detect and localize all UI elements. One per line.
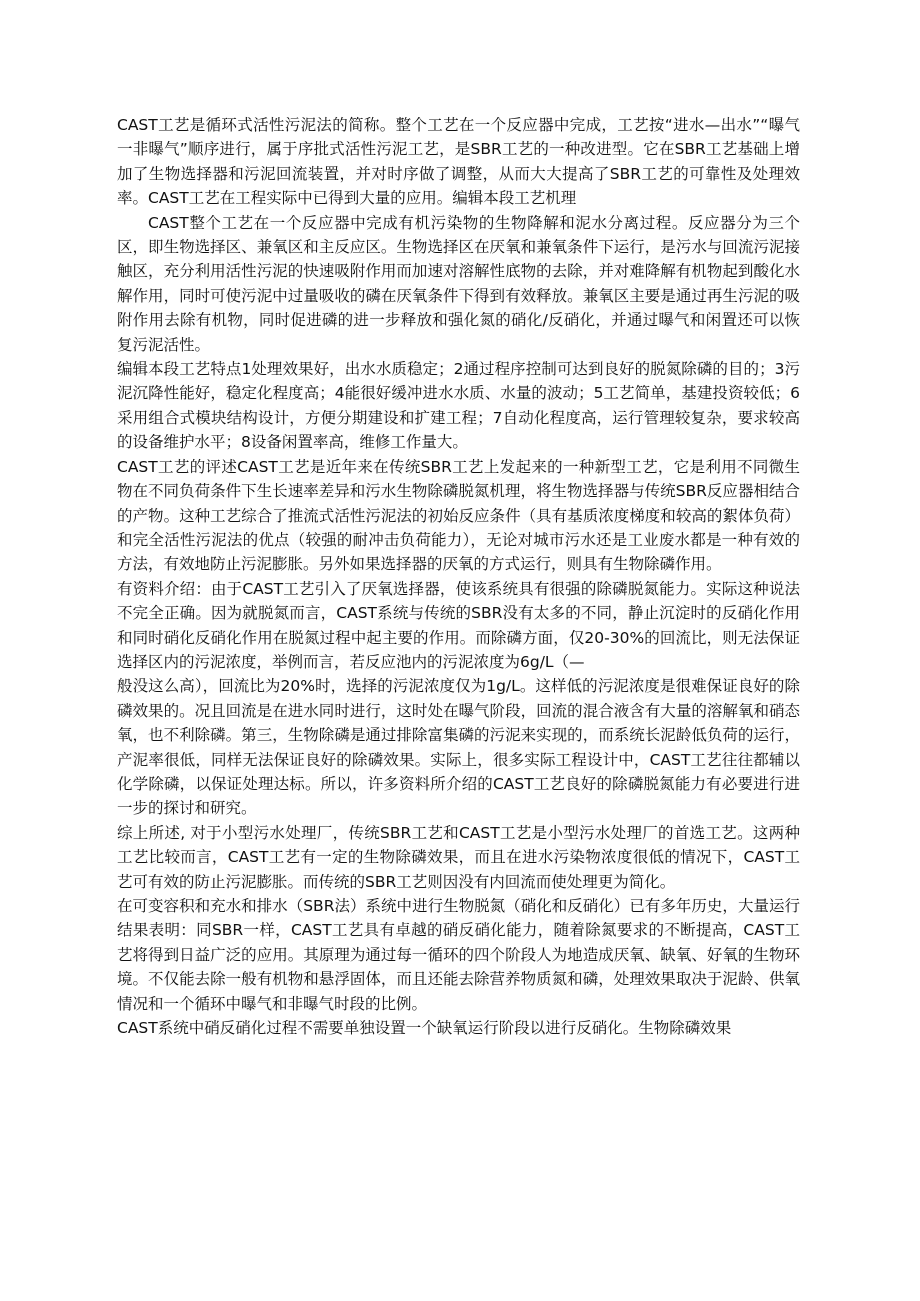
paragraph-review: CAST工艺的评述CAST工艺是近年来在传统SBR工艺上发起来的一种新型工艺，它是利用不同微生物在不同负荷条件下生长速率差异和污水生物除磷脱氮机理，将生物选择器与传统SBR反应器相结合的产物。这种工艺综合了推流式活性污泥法的初始反应条件（具有基质浓度梯度和较高的絮体负荷）和完全活性污泥法的优点（较强的耐冲击负荷能力），无论对城市污水还是工业废水都是一种有效的方法，有效地防止污泥膨胀。另外如果选择器的厌氧的方式运行，则具有生物除磷作用。 bbox=[117, 457, 800, 574]
paragraph-intro: CAST工艺是循环式活性污泥法的简称。整个工艺在一个反应器中完成，工艺按“进水—出水”“曝气一非曝气”顺序进行，属于序批式活性污泥工艺，是SBR工艺的一种改进型。它在SBR工艺基础上增加了生物选择器和污泥回流装置，并对时序做了调整，从而大大提高了SBR工艺的可靠性及处理效率。CAST工艺在工程实际中已得到大量的应用。编辑本段工艺机理 bbox=[117, 116, 800, 208]
paragraph-literature: 有资料介绍：由于CAST工艺引入了厌氧选择器，使该系统具有很强的除磷脱氮能力。实际这种说法不完全正确。因为就脱氮而言，CAST系统与传统的SBR没有太多的不同，静止沉淀时的反硝化作用和同时硝化反硝化作用在脱氮过程中起主要的作用。而除磷方面，仅20-30%的回流比，则无法保证选择区内的污泥浓度，举例而言，若反应池内的污泥浓度为6g/L（— bbox=[117, 579, 800, 671]
paragraph-mechanism: CAST整个工艺在一个反应器中完成有机污染物的生物降解和泥水分离过程。反应器分为三个区，即生物选择区、兼氧区和主反应区。生物选择区在厌氧和兼氧条件下运行，是污水与回流污泥接触区，充分利用活性污泥的快速吸附作用而加速对溶解性底物的去除，并对难降解有机物起到酸化水解作用，同时可使污泥中过量吸收的磷在厌氧条件下得到有效释放。兼氧区主要是通过再生污泥的吸附作用去除有机物，同时促进磷的进一步释放和强化氮的硝化/反硝化，并通过曝气和闲置还可以恢复污泥活性。 bbox=[117, 213, 800, 354]
paragraph-denitrification: 在可变容积和充水和排水（SBR法）系统中进行生物脱氮（硝化和反硝化）已有多年历史，大量运行结果表明：同SBR一样，CAST工艺具有卓越的硝反硝化能力，随着除氮要求的不断提高，CAST工艺将得到日益广泛的应用。其原理为通过每一循环的四个阶段人为地造成厌氧、缺氧、好氧的生物环境。不仅能去除一般有机物和悬浮固体，而且还能去除营养物质氮和磷，处理效果取决于泥龄、供氧情况和一个循环中曝气和非曝气时段的比例。 bbox=[117, 897, 800, 1013]
paragraph-cast-system: CAST系统中硝反硝化过程不需要单独设置一个缺氧运行阶段以进行反硝化。生物除磷效果 bbox=[117, 1019, 732, 1038]
paragraph-features: 编辑本段工艺特点1处理效果好，出水水质稳定；2通过程序控制可达到良好的脱氮除磷的目的；3污泥沉降性能好，稳定化程度高；4能很好缓冲进水水质、水量的波动；5工艺简单，基建投资较低；6采用组合式模块结构设计，方便分期建设和扩建工程；7自动化程度高，运行管理较复杂，要求较高的设备维护水平；8设备闲置率高，维修工作量大。 bbox=[117, 360, 800, 452]
paragraph-literature-continued: 般没这么高），回流比为20%时，选择的污泥浓度仅为1g/L。这样低的污泥浓度是很难保证良好的除磷效果的。况且回流是在进水同时进行，这时处在曝气阶段，回流的混合液含有大量的溶解氧和硝态氧，也不利除磷。第三，生物除磷是通过排除富集磷的污泥来实现的，而系统长泥龄低负荷的运行，产泥率很低，同样无法保证良好的除磷效果。实际上，很多实际工程设计中，CAST工艺往往都辅以化学除磷，以保证处理达标。所以，许多资料所介绍的CAST工艺良好的除磷脱氮能力有必要进行进一步的探讨和研究。 bbox=[117, 677, 800, 818]
document-body bbox=[117, 113, 800, 1040]
paragraph-summary: 综上所述, 对于小型污水处理厂，传统SBR工艺和CAST工艺是小型污水处理厂的首选工艺。这两种工艺比较而言，CAST工艺有一定的生物除磷效果，而且在进水污染物浓度很低的情况下，CAST工艺可有效的防止污泥膨胀。而传统的SBR工艺则因没有内回流而使处理更为简化。 bbox=[117, 823, 800, 891]
